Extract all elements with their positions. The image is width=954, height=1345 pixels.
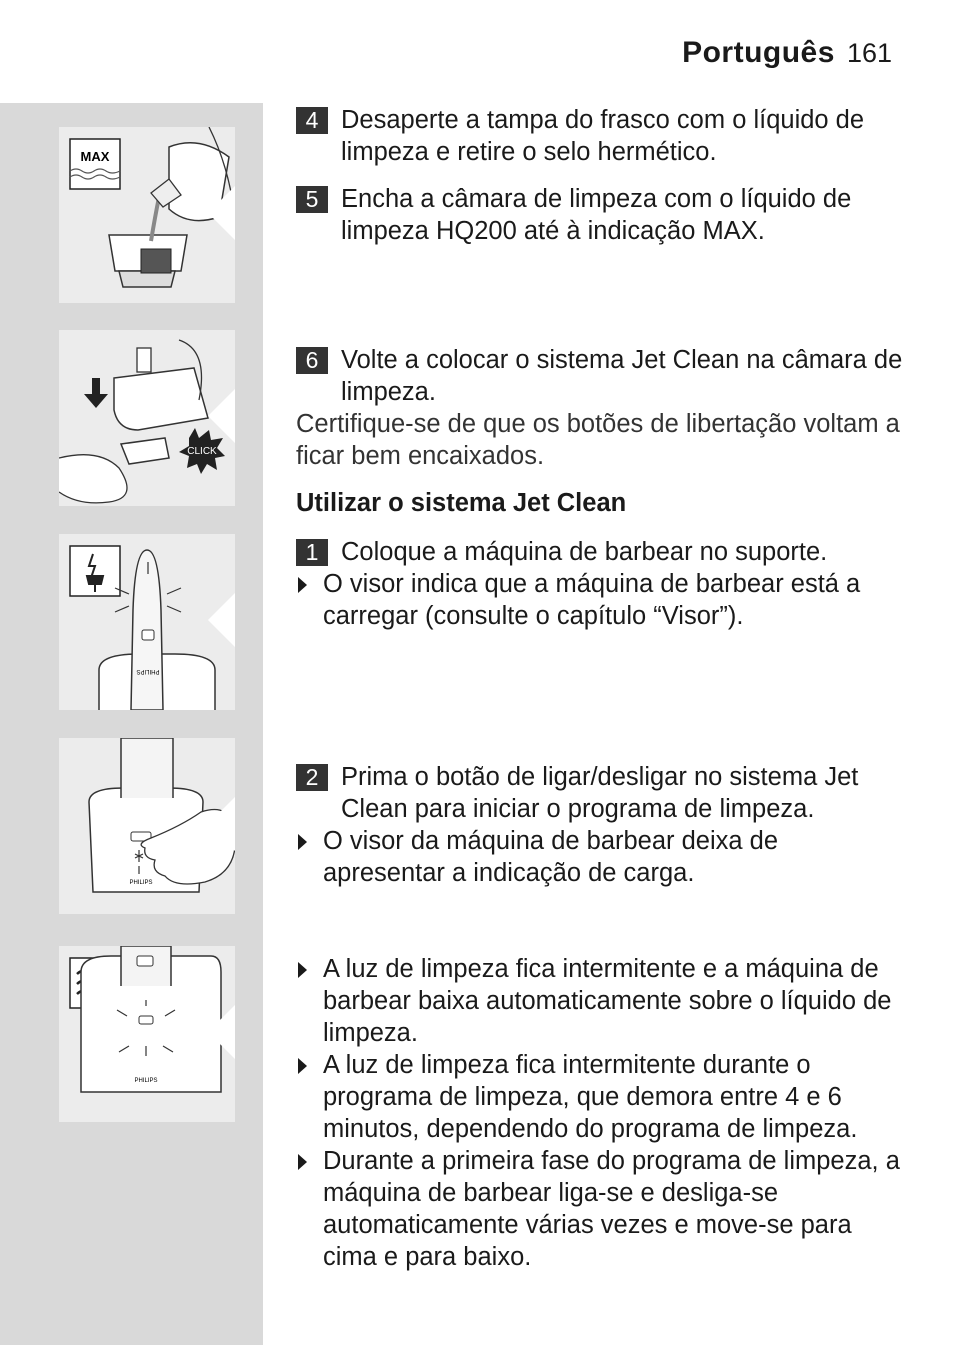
figure-pour-liquid [59,127,235,303]
step-text: Encha a câmara de limpeza com o líquido de limpeza HQ200 até à indicação MAX. [341,185,852,245]
shaver-charging-illustration [59,534,235,710]
result-bullet: O visor da máquina de barbear deixa de apresentar a indicação de carga. [296,825,906,889]
step-text: Coloque a máquina de barbear no suporte. [341,538,828,566]
cleaning-results [296,953,906,1273]
step-5 [296,183,906,247]
max-label: MAX [80,149,110,164]
click-label: CLICK [187,446,217,457]
step-number: 1 [296,539,328,566]
result-bullet: Durante a primeira fase do programa de limpeza, a máquina de barbear liga-se e desliga-se automaticamente várias vezes e move-se para cima e para baixo. [296,1145,906,1273]
step-number: 6 [296,347,328,374]
result-bullet: A luz de limpeza fica intermitente e a máquina de barbear baixa automaticamente sobre o líquido de limpeza. [296,953,906,1049]
cleaning-light-illustration [59,946,235,1122]
click-system-illustration [59,330,235,506]
press-button-illustration [59,738,235,914]
step-1 [296,536,906,632]
step-6 [296,344,906,472]
step-text: Prima o botão de ligar/desligar no sistema Jet Clean para iniciar o programa de limpeza. [341,763,859,823]
page-number: 161 [846,38,892,68]
brand-label: PHILIPS [136,668,160,674]
result-bullet: O visor indica que a máquina de barbear está a carregar (consulte o capítulo “Visor”). [296,568,906,632]
figure-cleaning-light [59,946,235,1122]
figure-shaver-charging [59,534,235,710]
brand-label-2: PHILIPS [129,880,153,886]
step-text: Desaperte a tampa do frasco com o líquido de limpeza e retire o selo hermético. [341,106,865,166]
pour-liquid-illustration [59,127,235,303]
step-number: 2 [296,764,328,791]
page-header [682,36,892,70]
step-2 [296,761,906,889]
step-number: 4 [296,107,328,134]
brand-label-3: PHILIPS [134,1078,158,1084]
note-release-buttons: Certifique-se de que os botões de libertação voltam a ficar bem encaixados. [296,410,900,470]
figure-click-system [59,330,235,506]
step-number: 5 [296,186,328,213]
step-text: Volte a colocar o sistema Jet Clean na câmara de limpeza. [341,346,903,406]
section-heading: Utilizar o sistema Jet Clean [296,489,627,517]
figure-press-button [59,738,235,914]
result-bullet: A luz de limpeza fica intermitente durante o programa de limpeza, que demora entre 4 e 6 minutos, dependendo do programa de limpeza. [296,1049,906,1145]
step-4 [296,104,906,168]
language-title: Português [682,36,835,69]
